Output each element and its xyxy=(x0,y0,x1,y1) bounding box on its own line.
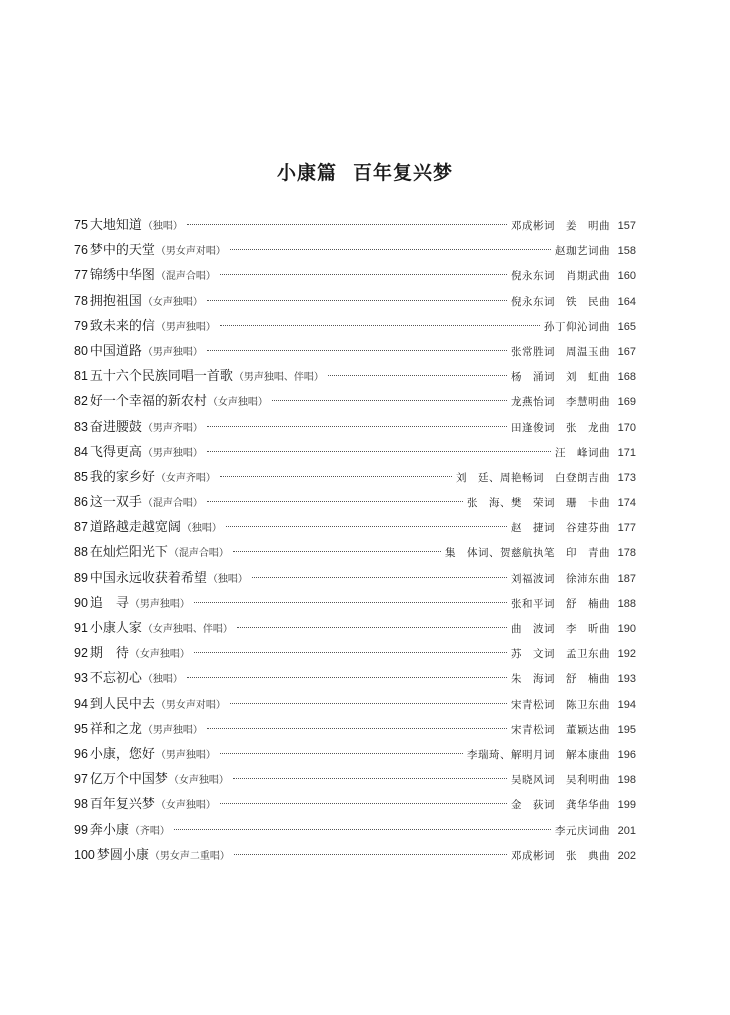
toc-entry[interactable] xyxy=(74,818,636,843)
page-number: 199 xyxy=(617,799,636,812)
song-title: 飞得更高 xyxy=(89,444,142,460)
toc-entry[interactable] xyxy=(74,767,636,792)
performance-form: （女声独唱） xyxy=(155,800,216,812)
toc-entry[interactable] xyxy=(74,515,636,540)
credits: 刘 廷、周艳畅词 白登朗吉曲 xyxy=(456,471,610,484)
dot-leader xyxy=(220,476,452,477)
dot-leader xyxy=(226,526,507,527)
entry-number: 83 xyxy=(74,419,88,434)
dot-leader xyxy=(207,728,507,729)
toc-entry[interactable] xyxy=(74,415,636,440)
page-number: 157 xyxy=(617,220,636,232)
toc-entry[interactable] xyxy=(74,616,636,641)
song-title: 追 寻 xyxy=(89,595,129,611)
entry-number: 85 xyxy=(74,469,88,484)
credits: 倪永东词 肖期武曲 xyxy=(511,270,610,283)
dot-leader xyxy=(220,753,463,754)
entry-number: 88 xyxy=(74,545,88,560)
dot-leader xyxy=(233,551,441,552)
credits: 赵珈艺词曲 xyxy=(555,245,610,258)
entry-number: 96 xyxy=(74,746,88,761)
dot-leader xyxy=(252,577,507,578)
performance-form: （男女声二重唱） xyxy=(149,850,230,862)
toc-entry[interactable] xyxy=(74,717,636,742)
entry-number: 91 xyxy=(74,621,88,635)
dot-leader xyxy=(187,224,507,225)
song-title: 这一双手 xyxy=(89,495,142,511)
dot-leader xyxy=(174,829,551,830)
credits: 龙燕怡词 李慧明曲 xyxy=(511,396,610,409)
performance-form: （混声合唱） xyxy=(155,271,216,283)
entry-number: 77 xyxy=(74,268,88,283)
page-number: 192 xyxy=(617,648,636,661)
page-number: 174 xyxy=(617,497,636,510)
entry-number: 87 xyxy=(74,520,88,535)
performance-form: （独唱） xyxy=(142,674,183,686)
credits: 李元庆词曲 xyxy=(555,824,610,837)
credits: 金 荻词 龚华华曲 xyxy=(511,799,610,812)
toc-entry[interactable] xyxy=(74,339,636,364)
page-number: 178 xyxy=(617,547,636,560)
song-title: 大地知道 xyxy=(89,218,142,233)
performance-form: （女声齐唱） xyxy=(155,472,216,484)
performance-form: （女声独唱） xyxy=(207,397,268,409)
credits: 田逢俊词 张 龙曲 xyxy=(511,421,610,434)
page-number: 193 xyxy=(617,673,636,686)
credits: 曲 波词 李 昕曲 xyxy=(511,623,610,635)
dot-leader xyxy=(207,350,507,351)
page-number: 168 xyxy=(617,371,636,384)
credits: 吴晓风词 吴利明曲 xyxy=(511,774,610,787)
dot-leader xyxy=(234,854,507,855)
page-number: 171 xyxy=(617,446,636,459)
dot-leader xyxy=(207,501,463,502)
entry-number: 94 xyxy=(74,696,88,711)
entry-number: 97 xyxy=(74,772,88,787)
dot-leader xyxy=(237,627,507,628)
page-number: 169 xyxy=(617,396,636,409)
page-number: 158 xyxy=(617,245,636,258)
credits: 倪永东词 铁 民曲 xyxy=(511,295,610,308)
song-title: 在灿烂阳光下 xyxy=(89,545,168,561)
performance-form: （女声独唱） xyxy=(142,296,203,308)
song-title: 梦中的天堂 xyxy=(89,243,155,259)
credits: 邓成彬词 张 典曲 xyxy=(511,849,610,862)
page-number: 194 xyxy=(617,698,636,711)
song-title: 拥抱祖国 xyxy=(89,293,142,309)
performance-form: （男声独唱） xyxy=(142,724,203,736)
dot-leader xyxy=(233,778,507,779)
page-number: 202 xyxy=(617,849,636,862)
entry-number: 99 xyxy=(74,822,88,837)
song-title: 锦绣中华图 xyxy=(89,268,155,284)
toc-entry[interactable] xyxy=(74,792,636,817)
toc-entry[interactable] xyxy=(74,465,636,490)
entry-number: 84 xyxy=(74,444,88,459)
performance-form: （混声合唱） xyxy=(142,498,203,510)
dot-leader xyxy=(272,400,507,401)
page-number: 196 xyxy=(617,748,636,761)
song-title: 小康，您好 xyxy=(89,746,155,762)
entry-number: 76 xyxy=(74,243,88,258)
entry-number: 92 xyxy=(74,646,88,661)
credits: 张和平词 舒 楠曲 xyxy=(511,597,610,610)
section-title-main: 小康篇 xyxy=(276,162,337,184)
credits: 汪 峰词曲 xyxy=(555,446,610,459)
page-number: 190 xyxy=(617,623,636,635)
entry-number: 79 xyxy=(74,318,88,333)
page-number: 164 xyxy=(617,295,636,308)
dot-leader xyxy=(230,249,551,250)
toc-entry[interactable] xyxy=(74,540,636,565)
song-title: 中国永远收获着希望 xyxy=(89,570,207,586)
page-number: 165 xyxy=(617,320,636,333)
song-title: 五十六个民族同唱一首歌 xyxy=(89,369,233,385)
entry-number: 75 xyxy=(74,218,88,232)
credits: 苏 文词 孟卫东曲 xyxy=(511,648,610,661)
entry-number: 81 xyxy=(74,369,88,384)
performance-form: （女声独唱） xyxy=(129,649,190,661)
song-title: 奋进腰鼓 xyxy=(89,419,142,435)
entry-number: 78 xyxy=(74,293,88,308)
song-title: 期 待 xyxy=(89,646,129,662)
credits: 宋青松词 陈卫东曲 xyxy=(511,698,610,711)
entry-number: 95 xyxy=(74,721,88,736)
toc-entry[interactable] xyxy=(74,641,636,666)
section-title-sub: 百年复兴梦 xyxy=(353,162,454,184)
dot-leader xyxy=(207,426,507,427)
page-number: 187 xyxy=(617,572,636,585)
entry-number: 93 xyxy=(74,671,88,686)
toc-entry[interactable] xyxy=(74,843,636,868)
entry-number: 100 xyxy=(74,847,95,862)
toc-entry[interactable] xyxy=(74,490,636,515)
toc-entry[interactable] xyxy=(74,666,636,691)
page-number: 198 xyxy=(617,774,636,787)
toc-entry[interactable] xyxy=(74,213,636,238)
song-title: 奔小康 xyxy=(89,822,129,838)
page-number: 173 xyxy=(617,471,636,484)
song-title: 不忘初心 xyxy=(89,671,142,687)
performance-form: （男声齐唱） xyxy=(142,422,203,434)
toc-entry[interactable] xyxy=(74,389,636,414)
performance-form: （独唱） xyxy=(181,523,222,535)
performance-form: （男声独唱） xyxy=(155,749,216,761)
performance-form: （男声独唱） xyxy=(155,321,216,333)
performance-form: （独唱） xyxy=(207,573,248,585)
credits: 集 体词、贺慈航执笔 印 青曲 xyxy=(445,547,610,560)
entry-number: 80 xyxy=(74,343,88,358)
credits: 张常胜词 周温玉曲 xyxy=(511,345,610,358)
song-title: 好一个幸福的新农村 xyxy=(89,394,207,410)
performance-form: （独唱） xyxy=(142,221,183,232)
song-title: 到人民中去 xyxy=(89,696,155,712)
song-title: 我的家乡好 xyxy=(89,469,155,485)
toc-entry[interactable] xyxy=(74,591,636,616)
toc-entry[interactable] xyxy=(74,314,636,339)
page-number: 201 xyxy=(617,824,636,837)
toc-entry[interactable] xyxy=(74,692,636,717)
song-title: 致未来的信 xyxy=(89,318,155,334)
performance-form: （男声独唱） xyxy=(129,598,190,610)
dot-leader xyxy=(194,602,507,603)
toc-entry[interactable] xyxy=(74,364,636,389)
credits: 刘福波词 徐沛东曲 xyxy=(511,572,610,585)
page-number: 177 xyxy=(617,522,636,535)
dot-leader xyxy=(187,677,507,678)
entry-number: 86 xyxy=(74,495,88,510)
page-number: 167 xyxy=(617,345,636,358)
page-number: 195 xyxy=(617,723,636,736)
toc-entry[interactable] xyxy=(74,742,636,767)
song-title: 中国道路 xyxy=(89,343,142,359)
performance-form: （女声独唱、伴唱） xyxy=(142,624,233,635)
song-title: 小康人家 xyxy=(89,621,142,636)
page-number: 160 xyxy=(617,270,636,283)
performance-form: （男声独唱） xyxy=(142,346,203,358)
song-title: 梦圆小康 xyxy=(96,847,149,863)
performance-form: （男声独唱） xyxy=(142,447,203,459)
song-title: 百年复兴梦 xyxy=(89,797,155,813)
entry-number: 82 xyxy=(74,394,88,409)
credits: 邓成彬词 姜 明曲 xyxy=(511,220,610,232)
performance-form: （男声独唱、伴唱） xyxy=(233,372,324,384)
dot-leader xyxy=(207,300,507,301)
section-title xyxy=(0,158,730,185)
song-title: 亿万个中国梦 xyxy=(89,772,168,788)
song-title: 道路越走越宽阔 xyxy=(89,520,181,536)
entry-number: 98 xyxy=(74,797,88,812)
dot-leader xyxy=(230,703,507,704)
credits: 赵 捷词 谷建芬曲 xyxy=(511,522,610,535)
entry-number: 89 xyxy=(74,570,88,585)
page-number: 188 xyxy=(617,597,636,610)
dot-leader xyxy=(220,803,507,804)
performance-form: （女声独唱） xyxy=(168,775,229,787)
performance-form: （男女声对唱） xyxy=(155,246,226,258)
performance-form: （混声合唱） xyxy=(168,548,229,560)
dot-leader xyxy=(328,375,507,376)
credits: 杨 涌词 刘 虹曲 xyxy=(511,371,610,384)
toc-entry[interactable] xyxy=(74,238,636,263)
credits: 张 海、樊 荣词 珊 卡曲 xyxy=(467,497,610,510)
toc-entry[interactable] xyxy=(74,263,636,288)
table-of-contents xyxy=(74,213,636,868)
dot-leader xyxy=(207,451,551,452)
credits: 宋青松词 董颖达曲 xyxy=(511,723,610,736)
performance-form: （齐唱） xyxy=(129,825,170,837)
dot-leader xyxy=(194,652,507,653)
entry-number: 90 xyxy=(74,595,88,610)
dot-leader xyxy=(220,325,540,326)
performance-form: （男女声对唱） xyxy=(155,699,226,711)
credits: 李瑞琦、解明月词 解本康曲 xyxy=(467,748,610,761)
toc-entry[interactable] xyxy=(74,440,636,465)
page-number: 170 xyxy=(617,421,636,434)
credits: 朱 海词 舒 楠曲 xyxy=(511,673,610,686)
song-title: 祥和之龙 xyxy=(89,721,142,737)
credits: 孙丁仰沁词曲 xyxy=(544,320,610,333)
toc-entry[interactable] xyxy=(74,289,636,314)
toc-entry[interactable] xyxy=(74,566,636,591)
dot-leader xyxy=(220,274,507,275)
